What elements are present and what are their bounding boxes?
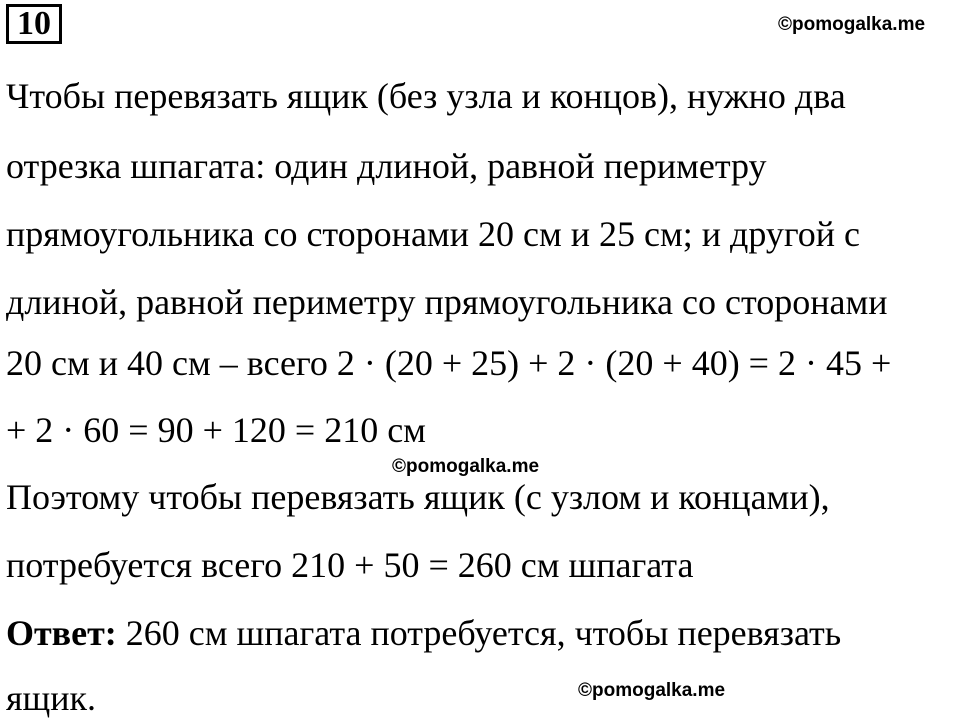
solution-line-6: + 2 · 60 = 90 + 120 = 210 см	[6, 410, 426, 450]
answer-line-1	[6, 613, 841, 653]
solution-line-1: Чтобы перевязать ящик (без узла и концов), нужно два	[6, 76, 846, 116]
answer-line-2: ящик.	[6, 678, 97, 718]
answer-text: 260 см шпагата потребуется, чтобы перевязать	[116, 613, 842, 653]
solution-line-4: длиной, равной периметру прямоугольника со сторонами	[6, 282, 888, 322]
solution-line-5: 20 см и 40 см – всего 2 · (20 + 25) + 2 · (20 + 40) = 2 · 45 +	[6, 343, 892, 383]
solution-line-8: потребуется всего 210 + 50 = 260 см шпагата	[6, 545, 694, 585]
solution-line-3: прямоугольника со сторонами 20 см и 25 см; и другой с	[6, 214, 860, 254]
solution-line-2: отрезка шпагата: один длиной, равной периметру	[6, 146, 767, 186]
watermark-top: ©pomogalka.me	[778, 14, 926, 35]
answer-label: Ответ:	[6, 613, 117, 653]
watermark-middle: ©pomogalka.me	[392, 456, 540, 477]
solution-line-7: Поэтому чтобы перевязать ящик (с узлом и концами),	[6, 477, 830, 517]
watermark-bottom: ©pomogalka.me	[578, 680, 726, 701]
task-number: 10	[6, 4, 62, 44]
